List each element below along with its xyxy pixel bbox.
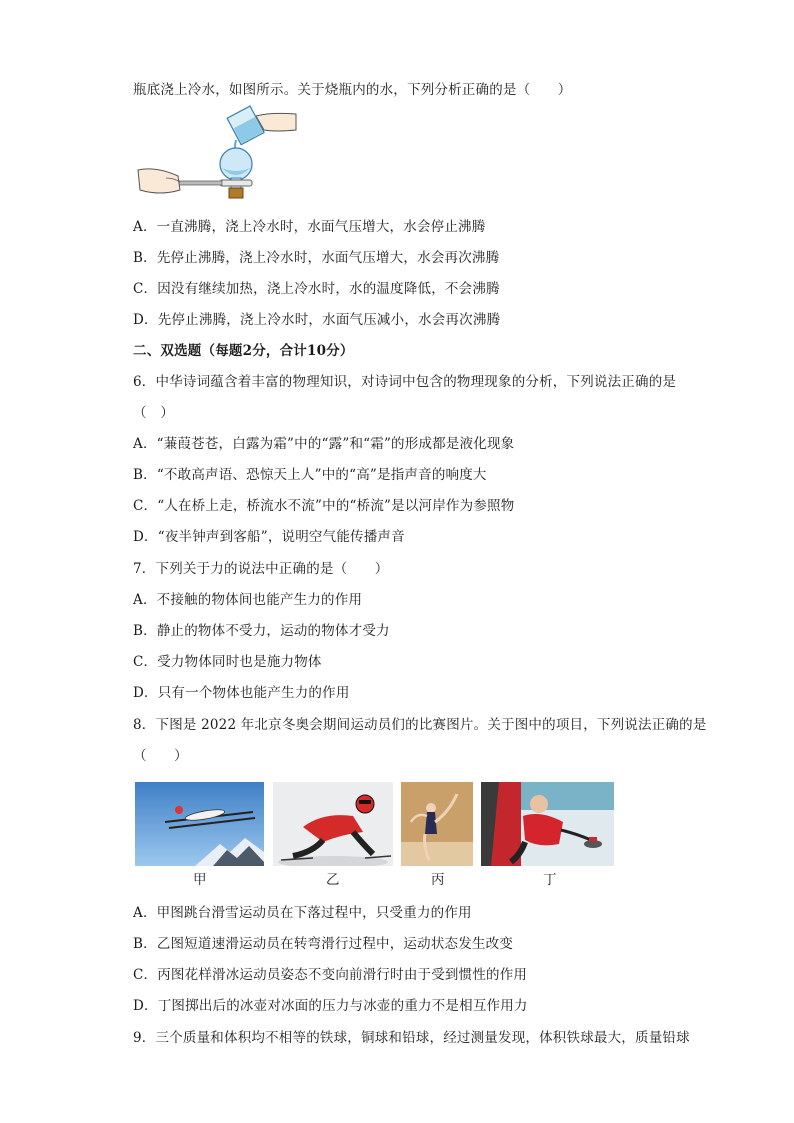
q7-option-a: A．不接触的物体间也能产生力的作用 (133, 592, 363, 608)
q5-option-a: A．一直沸腾，浇上冷水时，水面气压增大，水会停止沸腾 (133, 219, 486, 235)
q5-option-b: B．先停止沸腾，浇上冷水时，水面气压增大，水会再次沸腾 (133, 250, 500, 266)
q7-option-c: C．受力物体同时也是施力物体 (133, 654, 322, 670)
photo-caption-bing: 丙 (431, 872, 445, 888)
q6-option-c: C．“人在桥上走，桥流水不流”中的“桥流”是以河岸作为参照物 (133, 498, 515, 514)
q6-stem: 6．中华诗词蕴含着丰富的物理知识，对诗词中包含的物理现象的分析，下列说法正确的是 (133, 374, 677, 390)
photo-ski-jumping (135, 782, 264, 866)
q7-option-d: D．只有一个物体也能产生力的作用 (133, 685, 350, 701)
q6-option-a: A．“蒹葭苍苍，白露为霜”中的“露”和“霜”的形成都是液化现象 (133, 436, 515, 452)
photo-figure-skating (401, 782, 473, 866)
q5-option-d: D．先停止沸腾，浇上冷水时，水面气压减小，水会再次沸腾 (133, 312, 501, 328)
q8-stem-cont: （ ） (133, 748, 188, 764)
q6-option-b: B．“不敢高声语、恐惊天上人”中的“高”是指声音的响度大 (133, 467, 487, 483)
photo-curling (481, 782, 614, 866)
photo-caption-yi: 乙 (326, 872, 340, 888)
q6-option-d: D．“夜半钟声到客船”，说明空气能传播声音 (133, 529, 405, 545)
photo-caption-ding: 丁 (543, 872, 557, 888)
q6-stem-cont: （ ） (133, 405, 175, 421)
photo-short-track-speed-skating (273, 782, 393, 866)
photo-caption-jia: 甲 (193, 872, 207, 888)
flask-cold-water-illustration (136, 104, 304, 204)
q8-option-a: A．甲图跳台滑雪运动员在下落过程中，只受重力的作用 (133, 905, 472, 921)
section-title-double-choice: 二、双选题（每题2分，合计10分） (133, 343, 354, 359)
q8-option-c: C．丙图花样滑冰运动员姿态不变向前滑行时由于受到惯性的作用 (133, 967, 528, 983)
q5-option-c: C．因没有继续加热，浇上冷水时，水的温度降低，不会沸腾 (133, 281, 500, 297)
q8-stem: 8．下图是 2022 年北京冬奥会期间运动员们的比赛图片。关于图中的项目，下列说法正确的是 (133, 717, 707, 733)
q8-option-b: B．乙图短道速滑运动员在转弯滑行过程中，运动状态发生改变 (133, 936, 514, 952)
q5-stem-tail: 瓶底浇上冷水，如图所示。关于烧瓶内的水，下列分析正确的是（ ） (133, 82, 572, 98)
q7-option-b: B．静止的物体不受力，运动的物体才受力 (133, 623, 390, 639)
q7-stem: 7．下列关于力的说法中正确的是（ ） (133, 561, 389, 577)
q8-option-d: D．丁图掷出后的冰壶对冰面的压力与冰壶的重力不是相互作用力 (133, 998, 528, 1014)
q9-stem: 9．三个质量和体积均不相等的铁球，铜球和铅球，经过测量发现，体积铁球最大，质量铅球 (133, 1030, 690, 1046)
